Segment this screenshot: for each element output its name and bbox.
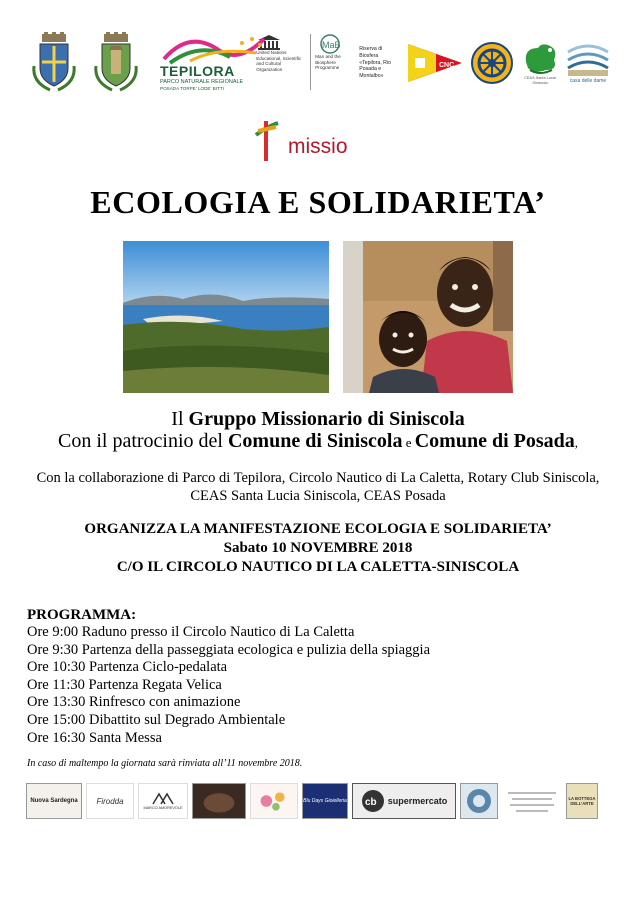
ceas1-text: CEAS Santa Lucia Siniscola <box>524 76 556 85</box>
sponsor-logo-firodda: Firodda <box>86 783 134 819</box>
tepilora-name: TEPILORA <box>160 63 235 80</box>
program-item: Ore 9:00 Raduno presso il Circolo Nautico di La Caletta <box>27 624 355 640</box>
event-date: Sabato 10 NOVEMBRE 2018 <box>223 540 413 556</box>
sponsor-logo-bottega: LA BOTTEGA DELL'ARTE <box>566 783 598 819</box>
comune-posada-crest-logo <box>92 32 140 94</box>
comune-siniscola-crest-logo <box>30 32 78 94</box>
riserva-biosfera-text: Riserva di Biosfera «Tepilora, Rio Posada e Montalbo» <box>359 46 391 80</box>
sponsor-emblem-icon <box>464 786 494 816</box>
ceas2-text: casa delle dame <box>569 78 607 84</box>
rotary-club-logo <box>470 41 514 85</box>
mab-icon <box>315 34 345 54</box>
page-title: ECOLOGIA E SOLIDARIETA’ <box>90 184 546 220</box>
ceas-santa-lucia-logo <box>520 35 560 91</box>
flower-icon <box>251 783 297 819</box>
comune-siniscola: Comune di Siniscola <box>227 430 403 452</box>
program-schedule <box>27 606 607 747</box>
event-announcement: ORGANIZZA LA MANIFESTAZIONE ECOLOGIA E SOLIDARIETA’ <box>84 521 552 537</box>
sponsor-logo-4 <box>192 783 246 819</box>
coastal-landscape-photo <box>123 241 329 393</box>
sponsor-logo-blu-days: Blu Days Gioielleria <box>302 783 348 819</box>
sponsor-photo-icon <box>193 783 245 819</box>
program-item: Ore 10:30 Partenza Ciclo-pedalata <box>27 659 228 676</box>
tepilora-subtitle-2: POSADA TORPE' LODE' BITTI <box>160 85 224 91</box>
circolo-nautico-flag-logo <box>406 40 464 86</box>
unesco-text: United Nations Educational, Scientific and Cultural Organization <box>256 50 302 73</box>
program-item: Ore 16:30 Santa Messa <box>27 729 162 746</box>
mab-text: Man and the Biosphere Programme <box>315 54 341 71</box>
svg-text:MaB: MaB <box>322 40 341 50</box>
sponsor-text-block-icon <box>504 786 560 816</box>
program-item: Ore 13:30 Rinfresco con animazione <box>27 694 241 711</box>
header-logo-strip <box>30 26 610 100</box>
missio-text: missio <box>288 135 348 158</box>
intro-patronage: Con il patrocinio del Comune di Siniscola e Comune di Posada, <box>57 430 579 452</box>
bad-weather-note: In caso di maltempo la giornata sarà rinviata all’11 novembre 2018. <box>27 758 303 769</box>
svg-text:cb: cb <box>364 797 377 808</box>
sponsor-logo-5 <box>250 783 298 819</box>
parco-tepilora-logo <box>160 33 246 93</box>
sponsor-logo-supermercato: cb supermercato <box>352 783 456 819</box>
organizer-name: Gruppo Missionario di Siniscola <box>188 408 465 430</box>
comune-posada: Comune di Posada <box>414 430 575 452</box>
missio-cross-icon <box>252 117 282 167</box>
sponsor-logo-8 <box>460 783 498 819</box>
sponsor-logo-amorevole: MARCO AMOREVOLE <box>138 783 188 819</box>
sponsor-logo-9 <box>502 783 562 819</box>
sponsor-logo-strip <box>26 780 610 822</box>
program-item: Ore 9:30 Partenza della passeggiata ecologica e pulizia della spiaggia <box>27 641 431 658</box>
program-title: PROGRAMMA: <box>27 607 137 623</box>
collaboration-line-1: Con la collaborazione di Parco di Tepilora, Circolo Nautico di La Caletta, Rotary Club Siniscola, <box>36 470 600 486</box>
program-item: Ore 15:00 Dibattito sul Degrado Ambientale <box>27 711 286 728</box>
collaboration-line-2: CEAS Santa Lucia Siniscola, CEAS Posada <box>190 488 446 504</box>
missio-logo <box>252 111 380 173</box>
sponsor-logo-1: Nuova Sardegna <box>26 783 82 819</box>
casa-delle-dame-logo <box>566 35 610 91</box>
unesco-mab-logo <box>256 34 355 92</box>
program-item: Ore 11:30 Partenza Regata Velica <box>27 676 222 693</box>
supermercato-emblem-icon <box>361 789 385 813</box>
children-smiling-photo <box>343 241 513 393</box>
amorevole-mark-icon <box>151 792 175 806</box>
tepilora-subtitle: PARCO NATURALE REGIONALE <box>160 79 244 86</box>
flag-label: CNC <box>439 62 455 69</box>
event-location: C/O IL CIRCOLO NAUTICO DI LA CALETTA-SINISCOLA <box>116 559 520 575</box>
intro-organizer: Il Gruppo Missionario di Siniscola <box>171 408 465 430</box>
